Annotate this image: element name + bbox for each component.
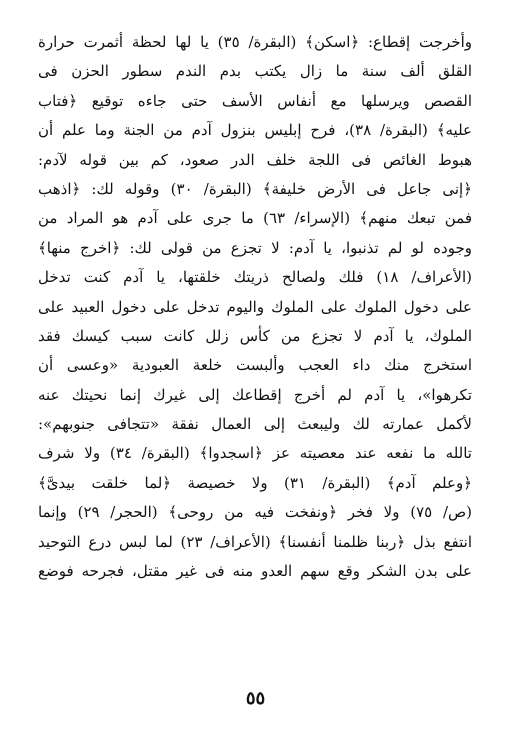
body-text: [38, 28, 472, 586]
text-line: استخرج منك داء العجب وألبست خلعة العبودية «وعسى أن: [38, 356, 472, 375]
text-line: فمن تبعك منهم﴾ (الإسراء/ ٦٣) ما جرى على آدم هو المراد من: [38, 209, 472, 228]
text-line: وجوده لو لم تذنبوا، يا آدم: لا تجزع من قولى لك: ﴿اخرج منها﴾: [38, 238, 472, 257]
text-line: القلق ألف سنة ما زال يكتب بدم الندم سطور الحزن فى: [38, 62, 472, 81]
text-line: تالله ما نفعه عند معصيته عز ﴿اسجدوا﴾ (البقرة/ ٣٤) ولا شرف: [38, 444, 472, 463]
text-line: الملوك، يا آدم لا تجزع من كأس زلل كانت سبب كيسك فقد: [38, 326, 472, 345]
text-line: القصص ويرسلها مع أنفاس الأسف حتى جاءه توقيع ﴿فتاب: [38, 91, 472, 110]
page-number: ٥٥: [245, 688, 266, 709]
text-line: انتفع بذل ﴿ربنا ظلمنا أنفسنا﴾ (الأعراف/ ٢٣) لما لبس درع التوحيد: [38, 532, 472, 551]
text-line: ﴿وعلم آدم﴾ (البقرة/ ٣١) ولا خصيصة ﴿لما خلقت بيدىَّ﴾: [38, 473, 472, 492]
text-line: على دخول الملوك على الملوك واليوم تدخل على دخول العبيد على: [38, 297, 472, 316]
text-line: لأكمل عمارته لك وليبعث إلى العمال نفقة «تتجافى جنوبهم»:: [38, 415, 472, 434]
text-line: هبوط الغائص فى اللجة خلف الدر صعود، كم بين قوله لآدم:: [38, 150, 472, 169]
text-line: عليه﴾ (البقرة/ ٣٨)، فرح إبليس بنزول آدم من الجنة وما علم أن: [38, 121, 472, 140]
text-line: وأخرجت إقطاع: ﴿اسكن﴾ (البقرة/ ٣٥) يا لها لحظة أثمرت حرارة: [38, 33, 472, 51]
text-line: ﴿إنى جاعل فى الأرض خليفة﴾ (البقرة/ ٣٠) وقوله لك: ﴿اذهب: [38, 179, 472, 198]
text-line: (ص/ ٧٥) ولا فخر ﴿ونفخت فيه من روحى﴾ (الحجر/ ٢٩) وإنما: [38, 503, 472, 522]
text-line: تكرهوا»، يا آدم لم أخرج إقطاعك إلى غيرك إنما نحيتك عنه: [38, 385, 472, 404]
text-line: على بدن الشكر وقع سهم العدو منه فى غير مقتل، فجرحه فوضع: [38, 562, 472, 581]
text-line: (الأعراف/ ١٨) فلك ولصالح ذريتك خلقتها، يا آدم كنت تدخل: [38, 268, 472, 287]
